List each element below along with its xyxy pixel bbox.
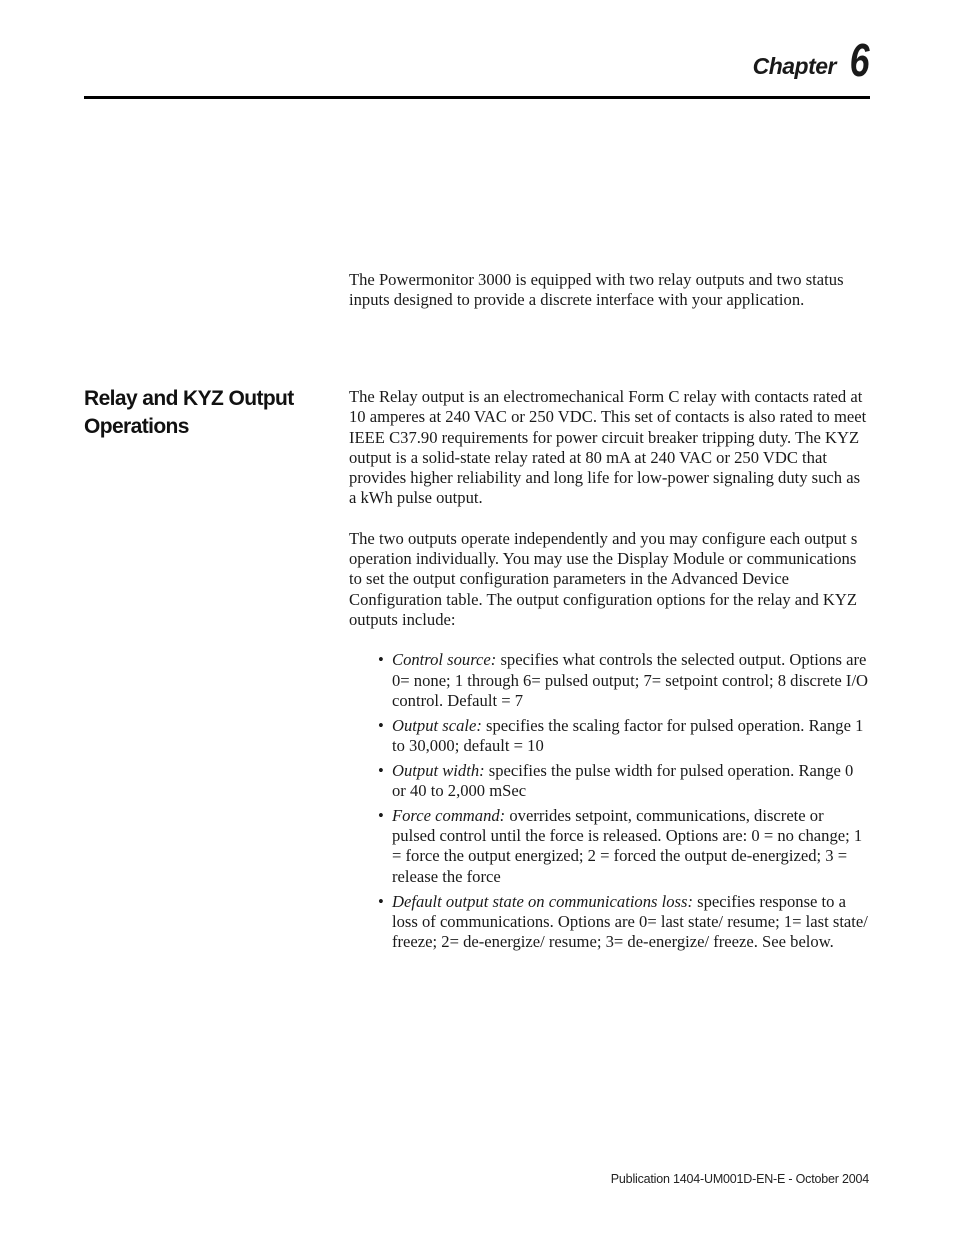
chapter-header — [84, 30, 870, 99]
list-item — [378, 715, 869, 757]
option-term: Control source: — [392, 650, 497, 670]
bullet-icon: • — [378, 805, 384, 825]
option-description: specifies the pulse width for pulsed operation. Range 0 or 40 to 2,000 mSec — [392, 760, 854, 801]
list-item — [378, 760, 869, 802]
option-description: specifies the scaling factor for pulsed operation. Range 1 to 30,000; default = 10 — [392, 715, 864, 755]
option-term: Default output state on communications loss: — [392, 891, 693, 911]
publication-footer: Publication 1404-UM001D-EN-E - October 2004 — [610, 1172, 869, 1186]
option-description: specifies response to a loss of communications. Options are 0= last state/ resume; 1= last state/ freeze; 2= de-energize/ resume; 3= de-energize/ freeze. See below. — [392, 891, 868, 952]
list-item — [378, 805, 869, 887]
bullet-icon: • — [378, 891, 384, 911]
chapter-label: Chapter — [752, 53, 836, 79]
list-item — [378, 891, 869, 953]
bullet-icon: • — [378, 760, 384, 780]
bullet-icon: • — [378, 715, 384, 735]
option-term: Output scale: — [392, 715, 482, 735]
section-paragraph-outputs: The two outputs operate independently and you may configure each output s operation individually. You may use the Display Module or communications to set the output configuration parameters in the Advanced Device Configuration table. The output configuration options for the relay and KYZ outputs include: — [349, 528, 858, 629]
option-description: specifies what controls the selected output. Options are 0= none; 1 through 6= pulsed output; 7= setpoint control; 8 discrete I/O control. Default = 7 — [392, 650, 869, 710]
section-paragraph-relay: The Relay output is an electromechanical Form C relay with contacts rated at 10 amperes at 240 VAC or 250 VDC. This set of contacts is also rated to meet IEEE C37.90 requirements for power circuit breaker tripping duty. The KYZ output is a solid-state relay rated at 80 mA at 240 VAC or 250 VDC that provides higher reliability and long life for low-power signaling duty such as a kWh pulse output. — [349, 387, 867, 508]
section-heading: Relay and KYZ Output Operations — [84, 387, 294, 438]
option-term: Output width: — [392, 760, 485, 780]
chapter-number: 6 — [850, 34, 870, 86]
intro-paragraph: The Powermonitor 3000 is equipped with two relay outputs and two status inputs designed to provide a discrete interface with your application. — [349, 270, 844, 310]
bullet-icon: • — [378, 650, 384, 670]
section-body — [349, 387, 869, 957]
list-item — [378, 650, 869, 711]
option-term: Force command: — [392, 805, 506, 825]
option-list — [349, 650, 869, 952]
option-description: overrides setpoint, communications, discrete or pulsed control until the force is released. Options are: 0 = no change; 1 = force the output energized; 2 = forced the output de-energized; 3 = release the force — [392, 805, 863, 886]
